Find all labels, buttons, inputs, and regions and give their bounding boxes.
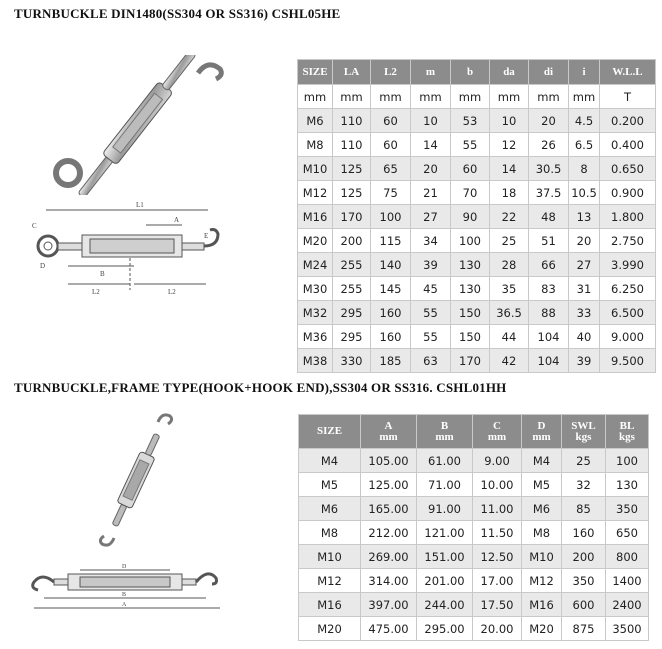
table-cell: M4 <box>299 449 361 473</box>
section1-title: TURNBUCKLE DIN1480(SS304 OR SS316) CSHL05HE <box>14 6 341 21</box>
table-cell: 66 <box>529 253 569 277</box>
label-c: C <box>32 222 37 230</box>
table-cell: M32 <box>298 301 333 325</box>
table-cell: 115 <box>371 229 411 253</box>
table-cell: 28 <box>490 253 529 277</box>
table-cell: M24 <box>298 253 333 277</box>
table-cell: M30 <box>298 277 333 301</box>
header-cell: W.L.L <box>600 60 656 85</box>
table-cell: 40 <box>569 325 600 349</box>
table-cell: M12 <box>298 181 333 205</box>
table-cell: 145 <box>371 277 411 301</box>
table-cell: 125 <box>333 181 371 205</box>
table-header-row <box>298 60 656 85</box>
table-cell: 295.00 <box>417 617 473 641</box>
table-cell: M5 <box>522 473 562 497</box>
hook-eye-turnbuckle-photo <box>40 55 240 195</box>
table-cell: 61.00 <box>417 449 473 473</box>
table-cell: 200 <box>333 229 371 253</box>
table-cell: 85 <box>562 497 606 521</box>
table-cell: 255 <box>333 253 371 277</box>
table-cell: 70 <box>451 181 490 205</box>
table-cell: 475.00 <box>361 617 417 641</box>
table-cell: 32 <box>562 473 606 497</box>
table-cell: 600 <box>562 593 606 617</box>
header-cell <box>606 415 649 449</box>
table-cell: 55 <box>411 325 451 349</box>
unit-cell: mm <box>490 85 529 109</box>
table-cell: 51 <box>529 229 569 253</box>
table-cell: 1400 <box>606 569 649 593</box>
table-cell: 6.5 <box>569 133 600 157</box>
table-cell: M36 <box>298 325 333 349</box>
table-row <box>298 253 656 277</box>
table-cell: 13 <box>569 205 600 229</box>
table-cell: 3.990 <box>600 253 656 277</box>
table-cell: 20 <box>529 109 569 133</box>
header-name: D <box>537 419 546 432</box>
table-cell: 10.00 <box>473 473 522 497</box>
table-cell: M8 <box>299 521 361 545</box>
header-cell: b <box>451 60 490 85</box>
table-row <box>298 349 656 373</box>
table-cell: 6.250 <box>600 277 656 301</box>
header-name: SWL <box>571 419 596 432</box>
unit-cell: T <box>600 85 656 109</box>
table-row <box>299 497 649 521</box>
table-cell: 2400 <box>606 593 649 617</box>
label-a2: A <box>122 602 127 608</box>
table-cell: 105.00 <box>361 449 417 473</box>
table-cell: 11.00 <box>473 497 522 521</box>
table-cell: 151.00 <box>417 545 473 569</box>
table-cell: 30.5 <box>529 157 569 181</box>
table-cell: 130 <box>606 473 649 497</box>
header-name: SIZE <box>316 425 343 437</box>
table-cell: 150 <box>451 325 490 349</box>
label-e: E <box>204 232 209 240</box>
table-cell: M6 <box>299 497 361 521</box>
header-cell <box>562 415 606 449</box>
label-d: D <box>40 262 46 270</box>
table-row <box>298 301 656 325</box>
table-cell: 10 <box>411 109 451 133</box>
table-cell: 88 <box>529 301 569 325</box>
table-cell: 35 <box>490 277 529 301</box>
table-cell: 3500 <box>606 617 649 641</box>
table-cell: 125 <box>333 157 371 181</box>
table-cell: 170 <box>333 205 371 229</box>
table-cell: 4.5 <box>569 109 600 133</box>
label-l2-right: L2 <box>168 288 176 296</box>
table-cell: 100 <box>606 449 649 473</box>
label-l1: L1 <box>136 201 144 209</box>
table-cell: 48 <box>529 205 569 229</box>
table-cell: 6.500 <box>600 301 656 325</box>
unit-cell: mm <box>569 85 600 109</box>
table-cell: 110 <box>333 109 371 133</box>
header-unit: mm <box>379 430 398 443</box>
table-row <box>298 229 656 253</box>
table-cell: 27 <box>411 205 451 229</box>
table-cell: 34 <box>411 229 451 253</box>
header-unit: mm <box>435 430 454 443</box>
units-row <box>298 85 656 109</box>
table-cell: M8 <box>522 521 562 545</box>
table-cell: M12 <box>522 569 562 593</box>
header-unit: kgs <box>619 430 635 443</box>
table-cell: 75 <box>371 181 411 205</box>
table-cell: 20 <box>569 229 600 253</box>
table-cell: M20 <box>298 229 333 253</box>
table-row <box>298 109 656 133</box>
table-cell: 9.000 <box>600 325 656 349</box>
table-cell: M20 <box>299 617 361 641</box>
label-b2: B <box>122 592 127 598</box>
table-row <box>299 569 649 593</box>
label-b: B <box>100 270 105 278</box>
din1480-spec-table <box>297 59 656 373</box>
table-cell: M5 <box>299 473 361 497</box>
label-l2-left: L2 <box>92 288 100 296</box>
table-cell: 212.00 <box>361 521 417 545</box>
table-cell: 60 <box>451 157 490 181</box>
table-cell: 20.00 <box>473 617 522 641</box>
table-cell: 55 <box>411 301 451 325</box>
section2-title: TURNBUCKLE,FRAME TYPE(HOOK+HOOK END),SS304 OR SS316. CSHL01HH <box>14 380 507 395</box>
table-cell: 65 <box>371 157 411 181</box>
table-cell: 17.50 <box>473 593 522 617</box>
table-cell: 10.5 <box>569 181 600 205</box>
table-cell: 21 <box>411 181 451 205</box>
header-cell: di <box>529 60 569 85</box>
unit-cell: mm <box>298 85 333 109</box>
table-cell: 0.200 <box>600 109 656 133</box>
table-cell: 10 <box>490 109 529 133</box>
table-cell: M8 <box>298 133 333 157</box>
header-name: A <box>384 419 393 432</box>
table-cell: 37.5 <box>529 181 569 205</box>
table-cell: 130 <box>451 253 490 277</box>
table-cell: 27 <box>569 253 600 277</box>
header-name: C <box>493 419 501 432</box>
header-cell <box>522 415 562 449</box>
table-cell: M20 <box>522 617 562 641</box>
table-cell: M10 <box>299 545 361 569</box>
table-cell: 8 <box>569 157 600 181</box>
table-row <box>299 593 649 617</box>
table-cell: 800 <box>606 545 649 569</box>
table-cell: 91.00 <box>417 497 473 521</box>
table-cell: 201.00 <box>417 569 473 593</box>
table-cell: 17.00 <box>473 569 522 593</box>
table-cell: 36.5 <box>490 301 529 325</box>
table-cell: M10 <box>298 157 333 181</box>
header-cell <box>473 415 522 449</box>
header-name: BL <box>619 419 635 432</box>
header-cell: SIZE <box>298 60 333 85</box>
table-row <box>299 473 649 497</box>
header-cell: L2 <box>371 60 411 85</box>
table-cell: 53 <box>451 109 490 133</box>
unit-cell: mm <box>451 85 490 109</box>
table-cell: 875 <box>562 617 606 641</box>
table-cell: 55 <box>451 133 490 157</box>
table-cell: 11.50 <box>473 521 522 545</box>
unit-cell: mm <box>333 85 371 109</box>
table-cell: 140 <box>371 253 411 277</box>
table-cell: M16 <box>298 205 333 229</box>
header-name: B <box>440 419 449 432</box>
table-cell: 295 <box>333 325 371 349</box>
table-cell: 63 <box>411 349 451 373</box>
table-row <box>298 325 656 349</box>
table-cell: 33 <box>569 301 600 325</box>
table-cell: 160 <box>371 325 411 349</box>
header-cell: LA <box>333 60 371 85</box>
table-cell: 244.00 <box>417 593 473 617</box>
table-cell: 269.00 <box>361 545 417 569</box>
table-cell: 12 <box>490 133 529 157</box>
table-cell: M38 <box>298 349 333 373</box>
table-cell: 2.750 <box>600 229 656 253</box>
header-cell: da <box>490 60 529 85</box>
table-cell: 12.50 <box>473 545 522 569</box>
table-header-row <box>299 415 649 449</box>
table-cell: 71.00 <box>417 473 473 497</box>
table-cell: 110 <box>333 133 371 157</box>
unit-cell: mm <box>411 85 451 109</box>
header-unit: mm <box>487 430 507 443</box>
table-cell: 104 <box>529 349 569 373</box>
table-row <box>299 449 649 473</box>
table-cell: 170 <box>451 349 490 373</box>
table-cell: 25 <box>490 229 529 253</box>
table-cell: 0.900 <box>600 181 656 205</box>
table-cell: 350 <box>562 569 606 593</box>
table-cell: M6 <box>298 109 333 133</box>
label-a: A <box>174 216 180 224</box>
table-cell: 14 <box>411 133 451 157</box>
table-cell: 185 <box>371 349 411 373</box>
table-cell: 20 <box>411 157 451 181</box>
hook-hook-dimension-drawing <box>24 558 234 616</box>
table-cell: 104 <box>529 325 569 349</box>
header-cell <box>361 415 417 449</box>
table-cell: 42 <box>490 349 529 373</box>
table-cell: 90 <box>451 205 490 229</box>
table-cell: M6 <box>522 497 562 521</box>
table-cell: 1.800 <box>600 205 656 229</box>
table-cell: 39 <box>569 349 600 373</box>
table-cell: 295 <box>333 301 371 325</box>
table-cell: 9.500 <box>600 349 656 373</box>
table-cell: 0.400 <box>600 133 656 157</box>
hook-eye-dimension-drawing <box>26 198 232 300</box>
table-cell: 83 <box>529 277 569 301</box>
table-cell: 650 <box>606 521 649 545</box>
table-cell: 150 <box>451 301 490 325</box>
table-row <box>298 277 656 301</box>
table-row <box>298 181 656 205</box>
table-cell: 314.00 <box>361 569 417 593</box>
table-cell: 160 <box>371 301 411 325</box>
label-d2: D <box>122 564 127 570</box>
table-cell: M12 <box>299 569 361 593</box>
header-unit: mm <box>532 430 551 443</box>
table-cell: 160 <box>562 521 606 545</box>
table-cell: 100 <box>371 205 411 229</box>
table-cell: 130 <box>451 277 490 301</box>
header-cell: i <box>569 60 600 85</box>
table-cell: 44 <box>490 325 529 349</box>
table-cell: 60 <box>371 133 411 157</box>
frame-hook-hook-spec-table <box>298 414 649 641</box>
table-row <box>299 545 649 569</box>
table-cell: 397.00 <box>361 593 417 617</box>
table-cell: 165.00 <box>361 497 417 521</box>
table-cell: 100 <box>451 229 490 253</box>
table-cell: 125.00 <box>361 473 417 497</box>
header-cell: m <box>411 60 451 85</box>
table-row <box>298 157 656 181</box>
table-cell: 350 <box>606 497 649 521</box>
table-cell: M10 <box>522 545 562 569</box>
table-cell: 18 <box>490 181 529 205</box>
table-cell: 45 <box>411 277 451 301</box>
table-cell: 330 <box>333 349 371 373</box>
table-cell: M4 <box>522 449 562 473</box>
table-cell: 14 <box>490 157 529 181</box>
table-cell: 255 <box>333 277 371 301</box>
hook-hook-turnbuckle-photo <box>86 410 186 550</box>
table-cell: 0.650 <box>600 157 656 181</box>
table-cell: 26 <box>529 133 569 157</box>
header-cell <box>417 415 473 449</box>
table-row <box>298 133 656 157</box>
table-cell: 121.00 <box>417 521 473 545</box>
table-cell: M16 <box>522 593 562 617</box>
table-row <box>299 521 649 545</box>
table-cell: 60 <box>371 109 411 133</box>
table-row <box>298 205 656 229</box>
table-cell: 25 <box>562 449 606 473</box>
table-row <box>299 617 649 641</box>
table-cell: 39 <box>411 253 451 277</box>
table-cell: 200 <box>562 545 606 569</box>
header-cell <box>299 415 361 449</box>
table-cell: 22 <box>490 205 529 229</box>
table-cell: M16 <box>299 593 361 617</box>
header-unit: kgs <box>575 430 592 443</box>
table-cell: 9.00 <box>473 449 522 473</box>
table-cell: 31 <box>569 277 600 301</box>
unit-cell: mm <box>529 85 569 109</box>
unit-cell: mm <box>371 85 411 109</box>
